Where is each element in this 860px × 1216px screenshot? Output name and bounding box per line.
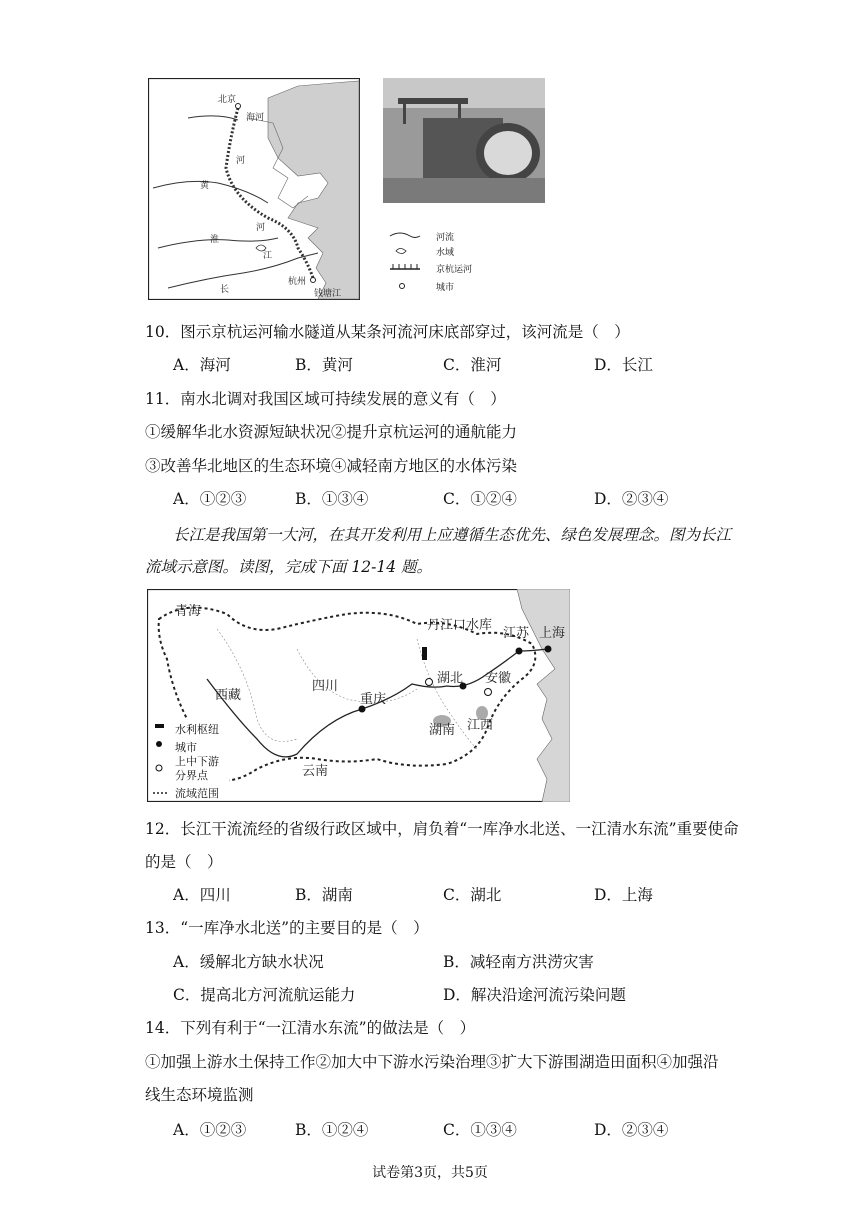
- q12-line1: 12．长江干流流经的省级行政区域中，肩负着“一库净水北送、一江清水东流”重要使命: [145, 820, 739, 838]
- page-footer: 试卷第3页，共5页: [372, 1165, 488, 1181]
- q10-text: 10．图示京杭运河输水隧道从某条河流河床底部穿过，该河流是（ ）: [145, 323, 630, 341]
- legend-river: 河流: [436, 233, 455, 243]
- q11-option-c[interactable]: C．①②④: [443, 490, 517, 508]
- q11-text: 11．南水北调对我国区域可持续发展的意义有（ ）: [145, 390, 506, 408]
- label-huai: 淮: [210, 235, 220, 245]
- intro-line1: 长江是我国第一大河，在其开发利用上应遵循生态优先、绿色发展理念。图为长江: [173, 526, 732, 544]
- q13-text: 13．“一库净水北送”的主要目的是（ ）: [145, 919, 429, 937]
- q12-option-c[interactable]: C．湖北: [443, 886, 502, 904]
- label-xizang: 西藏: [215, 688, 242, 703]
- label-chongqing: 重庆: [360, 692, 387, 707]
- q12-option-d[interactable]: D．上海: [594, 886, 653, 904]
- tunnel-photo-svg: [383, 78, 545, 203]
- legend-boundary1: 上中下游: [175, 755, 219, 768]
- q13-option-b[interactable]: B．减轻南方洪涝灾害: [443, 953, 594, 971]
- q12-option-b[interactable]: B．湖南: [295, 886, 353, 904]
- label-beijing: 北京: [218, 95, 237, 105]
- legend-dam: 水利枢纽: [175, 723, 219, 736]
- q11-option-d[interactable]: D．②③④: [594, 490, 669, 508]
- label-haihe: 海河: [246, 113, 265, 123]
- q14-line2: 线生态环境监测: [145, 1086, 254, 1104]
- label-huang: 黄: [200, 181, 210, 191]
- q10-option-d[interactable]: D．长江: [594, 356, 653, 374]
- label-hubei: 湖北: [437, 671, 464, 686]
- label-he2: 河: [256, 223, 266, 233]
- q11-option-a[interactable]: A．①②③: [173, 490, 247, 508]
- label-hunan: 湖南: [429, 723, 456, 738]
- q14-option-a[interactable]: A．①②③: [173, 1121, 247, 1139]
- label-chang: 长: [220, 285, 230, 295]
- q10-option-b[interactable]: B．黄河: [295, 356, 353, 374]
- label-jiangsu: 江苏: [503, 626, 530, 641]
- legend-city: 城市: [436, 283, 455, 293]
- q13-option-a[interactable]: A．缓解北方缺水状况: [173, 953, 324, 971]
- yangtze-map-svg: [147, 589, 570, 802]
- intro-line2: 流域示意图。读图，完成下面 12-14 题。: [145, 558, 433, 576]
- yangtze-map: [147, 589, 570, 802]
- label-sichuan: 四川: [312, 679, 339, 694]
- legend-city2: 城市: [175, 741, 197, 754]
- label-jiangxi: 江西: [467, 718, 494, 733]
- q10-option-c[interactable]: C．淮河: [443, 356, 502, 374]
- label-yunnan: 云南: [302, 764, 329, 779]
- q11-option-b[interactable]: B．①③④: [295, 490, 369, 508]
- label-danjiangkou: 丹江口水库: [427, 618, 493, 633]
- legend-boundary2: 分界点: [175, 769, 208, 782]
- q12-line2: 的是（ ）: [145, 853, 223, 871]
- label-shanghai: 上海: [539, 626, 566, 641]
- q10-option-a[interactable]: A．海河: [173, 356, 231, 374]
- canal-legend: [388, 226, 508, 306]
- label-he: 河: [236, 156, 246, 166]
- q14-option-b[interactable]: B．①②④: [295, 1121, 369, 1139]
- q14-line1: ①加强上游水土保持工作②加大中下游水污染治理③扩大下游围湖造田面积④加强沿: [145, 1053, 719, 1071]
- label-anhui: 安徽: [485, 671, 512, 686]
- q13-option-d[interactable]: D．解决沿途河流污染问题: [443, 986, 626, 1004]
- tunnel-photo: [383, 78, 545, 203]
- label-hangzhou: 杭州: [288, 277, 307, 287]
- canal-map: [148, 78, 360, 300]
- q11-line1: ①缓解华北水资源短缺状况②提升京杭运河的通航能力: [145, 423, 518, 441]
- q14-option-c[interactable]: C．①③④: [443, 1121, 517, 1139]
- q12-option-a[interactable]: A．四川: [173, 886, 231, 904]
- label-jiang: 江: [263, 251, 273, 261]
- legend-basin: 流域范围: [175, 787, 219, 800]
- q14-option-d[interactable]: D．②③④: [594, 1121, 669, 1139]
- label-qiantangjiang: 钱塘江: [314, 289, 342, 299]
- q13-option-c[interactable]: C．提高北方河流航运能力: [173, 986, 356, 1004]
- label-qinghai: 青海: [175, 604, 202, 619]
- q11-line2: ③改善华北地区的生态环境④减轻南方地区的水体污染: [145, 457, 518, 475]
- legend-water: 水域: [436, 248, 455, 258]
- canal-map-svg: [148, 78, 360, 300]
- legend-canal: 京杭运河: [436, 265, 473, 275]
- q14-text: 14．下列有利于“一江清水东流”的做法是（ ）: [145, 1019, 476, 1037]
